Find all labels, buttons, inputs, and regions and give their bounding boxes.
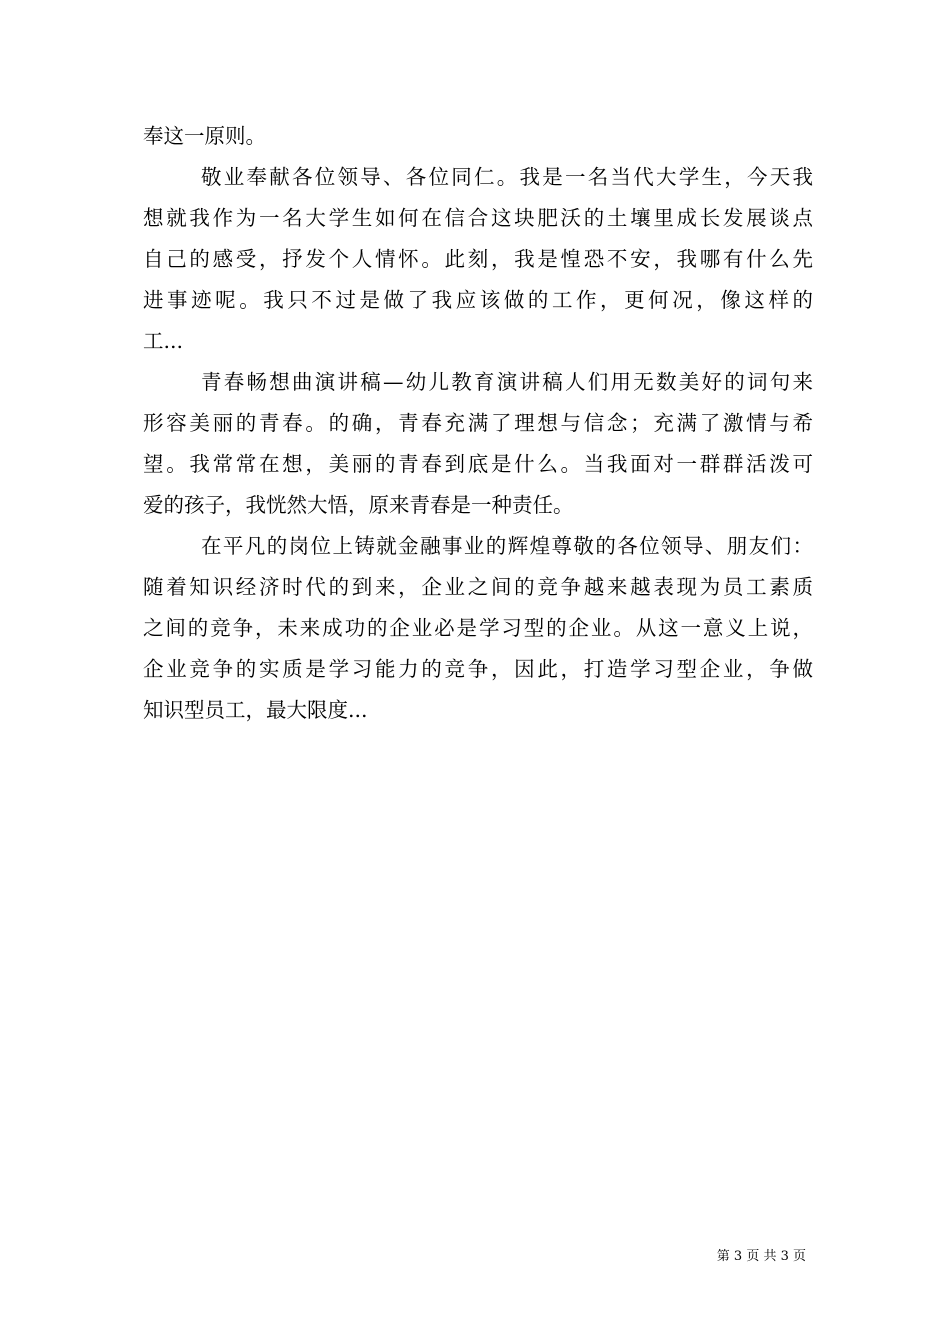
text-line: 敬业奉献各位领导、各位同仁。我是一名当代大学生，今天我 <box>201 165 813 189</box>
text-line: 工... <box>143 329 184 353</box>
page-number-footer: 第 3 页 共 3 页 <box>716 1249 806 1264</box>
text-line: 之间的竞争，未来成功的企业必是学习型的企业。从这一意义上说， <box>143 616 813 640</box>
text-line: 青春畅想曲演讲稿—幼儿教育演讲稿人们用无数美好的词句来 <box>201 370 813 394</box>
text-line: 随着知识经济时代的到来，企业之间的竞争越来越表现为员工素质 <box>143 575 813 599</box>
text-line: 形容美丽的青春。的确，青春充满了理想与信念；充满了激情与希 <box>143 411 813 435</box>
text-line: 想就我作为一名大学生如何在信合这块肥沃的土壤里成长发展谈点 <box>143 206 813 230</box>
text-line: 爱的孩子，我恍然大悟，原来青春是一种责任。 <box>143 493 574 517</box>
document-body <box>143 116 813 731</box>
text-line: 进事迹呢。我只不过是做了我应该做的工作，更何况，像这样的 <box>143 288 813 312</box>
text-line: 企业竞争的实质是学习能力的竞争，因此，打造学习型企业，争做 <box>143 657 813 681</box>
text-line: 自己的感受，抒发个人情怀。此刻，我是惶恐不安，我哪有什么先 <box>143 247 813 271</box>
text-line: 知识型员工，最大限度... <box>143 698 368 722</box>
text-line: 奉这一原则。 <box>143 124 266 148</box>
text-line: 在平凡的岗位上铸就金融事业的辉煌尊敬的各位领导、朋友们： <box>201 534 813 558</box>
text-line: 望。我常常在想，美丽的青春到底是什么。当我面对一群群活泼可 <box>143 452 813 476</box>
